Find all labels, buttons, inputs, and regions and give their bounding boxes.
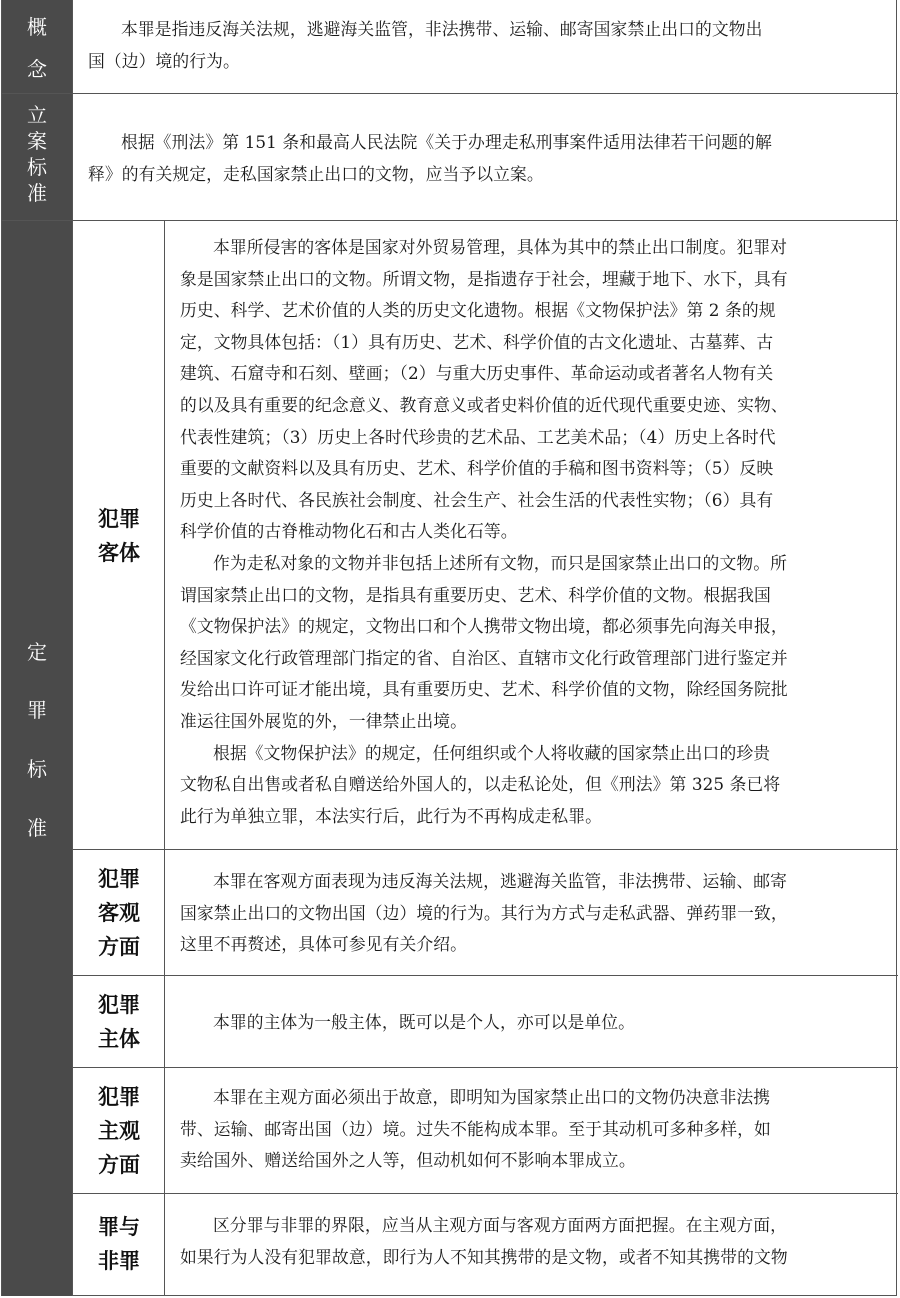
label-char: 概 (27, 15, 47, 39)
subheader-line: 犯罪 (98, 867, 140, 891)
text-line: 准运往国外展览的外，一律禁止出境。 (180, 710, 467, 731)
text-line: 此行为单独立罪，本法实行后，此行为不再构成走私罪。 (180, 805, 603, 826)
subheader-zhuguan (73, 1080, 165, 1182)
text-line: 卖给国外、赠送给国外之人等，但动机如何不影响本罪成立。 (180, 1150, 636, 1171)
label-char: 罪 (27, 698, 47, 722)
subheader-line: 方面 (98, 935, 140, 959)
subheader-line: 犯罪 (98, 1085, 140, 1109)
subheader-zuiyu (73, 1210, 165, 1278)
subheader-line: 主观 (98, 1119, 140, 1143)
text-line: 如果行为人没有犯罪故意，即行为人不知其携带的是文物，或者不知其携带的文物 (180, 1246, 788, 1267)
subheader-line: 客观 (98, 901, 140, 925)
text-line: 本罪所侵害的客体是国家对外贸易管理，具体为其中的禁止出口制度。犯罪对 (213, 237, 787, 257)
text-line: 作为走私对象的文物并非包括上述所有文物，而只是国家禁止出口的文物。所 (213, 552, 787, 573)
text-line: 本罪的主体为一般主体，既可以是个人，亦可以是单位。 (213, 1012, 636, 1032)
text-line: 国（边）境的行为。 (88, 50, 240, 71)
text-line: 建筑、石窟寺和石刻、壁画；（2）与重大历史事件、革命运动或者著名人物有关 (180, 363, 774, 384)
header-cell-lian (2, 94, 72, 220)
text-line: 的以及具有重要的纪念意义、教育意义或者史料价值的近代现代重要史迹、实物、 (180, 394, 788, 415)
text-line: 发给出口许可证才能出境，具有重要历史、艺术、科学价值的文物，除经国务院批 (180, 679, 788, 700)
text-line: 象是国家禁止出口的文物。所谓文物，是指遗存于社会，埋藏于地下、水下，具有 (180, 268, 788, 289)
zhuguan-text (180, 1082, 771, 1177)
text-line: 带、运输、邮寄出国（边）境。过失不能构成本罪。至于其动机可多种多样，如 (180, 1118, 771, 1139)
label-char: 念 (27, 57, 47, 81)
subheader-line: 客体 (98, 541, 140, 565)
label-char: 准 (27, 816, 47, 840)
definition-table (1, 0, 897, 1296)
subheader-line: 主体 (98, 1027, 140, 1051)
text-line: 根据《文物保护法》的规定，任何组织或个人将收藏的国家禁止出口的珍贵 (213, 742, 771, 763)
keguan-text (180, 866, 788, 961)
subheader-line: 犯罪 (98, 507, 140, 531)
zhuti-text (180, 1007, 635, 1039)
text-line: 定，文物具体包括：（1）具有历史、艺术、科学价值的古文化遗址、古墓葬、古 (180, 331, 774, 352)
header-cell-dingzui (2, 221, 72, 1296)
text-line: 国家禁止出口的文物出国（边）境的行为。其行为方式与走私武器、弹药罪一致， (180, 902, 788, 923)
label-char: 定 (27, 640, 47, 664)
text-line: 释》的有关规定，走私国家禁止出口的文物，应当予以立案。 (88, 163, 544, 184)
label-char: 案 (27, 129, 47, 153)
text-line: 谓国家禁止出口的文物，是指具有重要历史、艺术、科学价值的文物。根据我国 (180, 584, 771, 605)
label-char: 标 (27, 155, 47, 179)
gainian-text (88, 14, 763, 77)
subheader-keguan (73, 862, 165, 964)
text-line: 根据《刑法》第 151 条和最高人民法院《关于办理走私刑事案件适用法律若干问题的解 (121, 132, 772, 152)
subheader-zhuti (73, 988, 165, 1056)
header-cell-gainian (2, 0, 72, 93)
text-line: 历史、科学、艺术价值的人类的历史文化遗物。根据《文物保护法》第 2 条的规 (180, 300, 776, 321)
text-line: 本罪在主观方面必须出于故意，即明知为国家禁止出口的文物仍决意非法携 (213, 1087, 771, 1107)
subheader-keti (73, 502, 165, 570)
keti-text (180, 232, 788, 832)
text-line: 科学价值的古脊椎动物化石和古人类化石等。 (180, 521, 518, 542)
text-line: 区分罪与非罪的界限，应当从主观方面与客观方面两方面把握。在主观方面， (213, 1215, 787, 1235)
text-line: 这里不再赘述，具体可参见有关介绍。 (180, 934, 467, 955)
subheader-line: 犯罪 (98, 993, 140, 1017)
subheader-line: 方面 (98, 1153, 140, 1177)
label-char: 准 (27, 181, 47, 205)
text-line: 历史上各时代、各民族社会制度、社会生产、社会生活的代表性实物；（6）具有 (180, 489, 774, 510)
lian-text (88, 127, 772, 190)
text-line: 本罪在客观方面表现为违反海关法规，逃避海关监管，非法携带、运输、邮寄 (213, 871, 787, 891)
zuiyu-text (180, 1210, 788, 1273)
subheader-line: 罪与 (98, 1215, 140, 1239)
text-line: 文物私自出售或者私自赠送给外国人的，以走私论处，但《刑法》第 325 条已将 (180, 774, 781, 795)
text-line: 《文物保护法》的规定，文物出口和个人携带文物出境，都必须事先向海关申报， (180, 616, 788, 637)
text-line: 重要的文献资料以及具有历史、艺术、科学价值的手稿和图书资料等；（5）反映 (180, 458, 774, 479)
text-line: 本罪是指违反海关法规，逃避海关监管，非法携带、运输、邮寄国家禁止出口的文物出 (121, 19, 763, 39)
label-char: 立 (27, 103, 47, 127)
label-char: 标 (27, 757, 47, 781)
subheader-line: 非罪 (98, 1249, 140, 1273)
text-line: 经国家文化行政管理部门指定的省、自治区、直辖市文化行政管理部门进行鉴定并 (180, 647, 788, 668)
text-line: 代表性建筑；（3）历史上各时代珍贵的艺术品、工艺美术品；（4）历史上各时代 (180, 426, 776, 447)
